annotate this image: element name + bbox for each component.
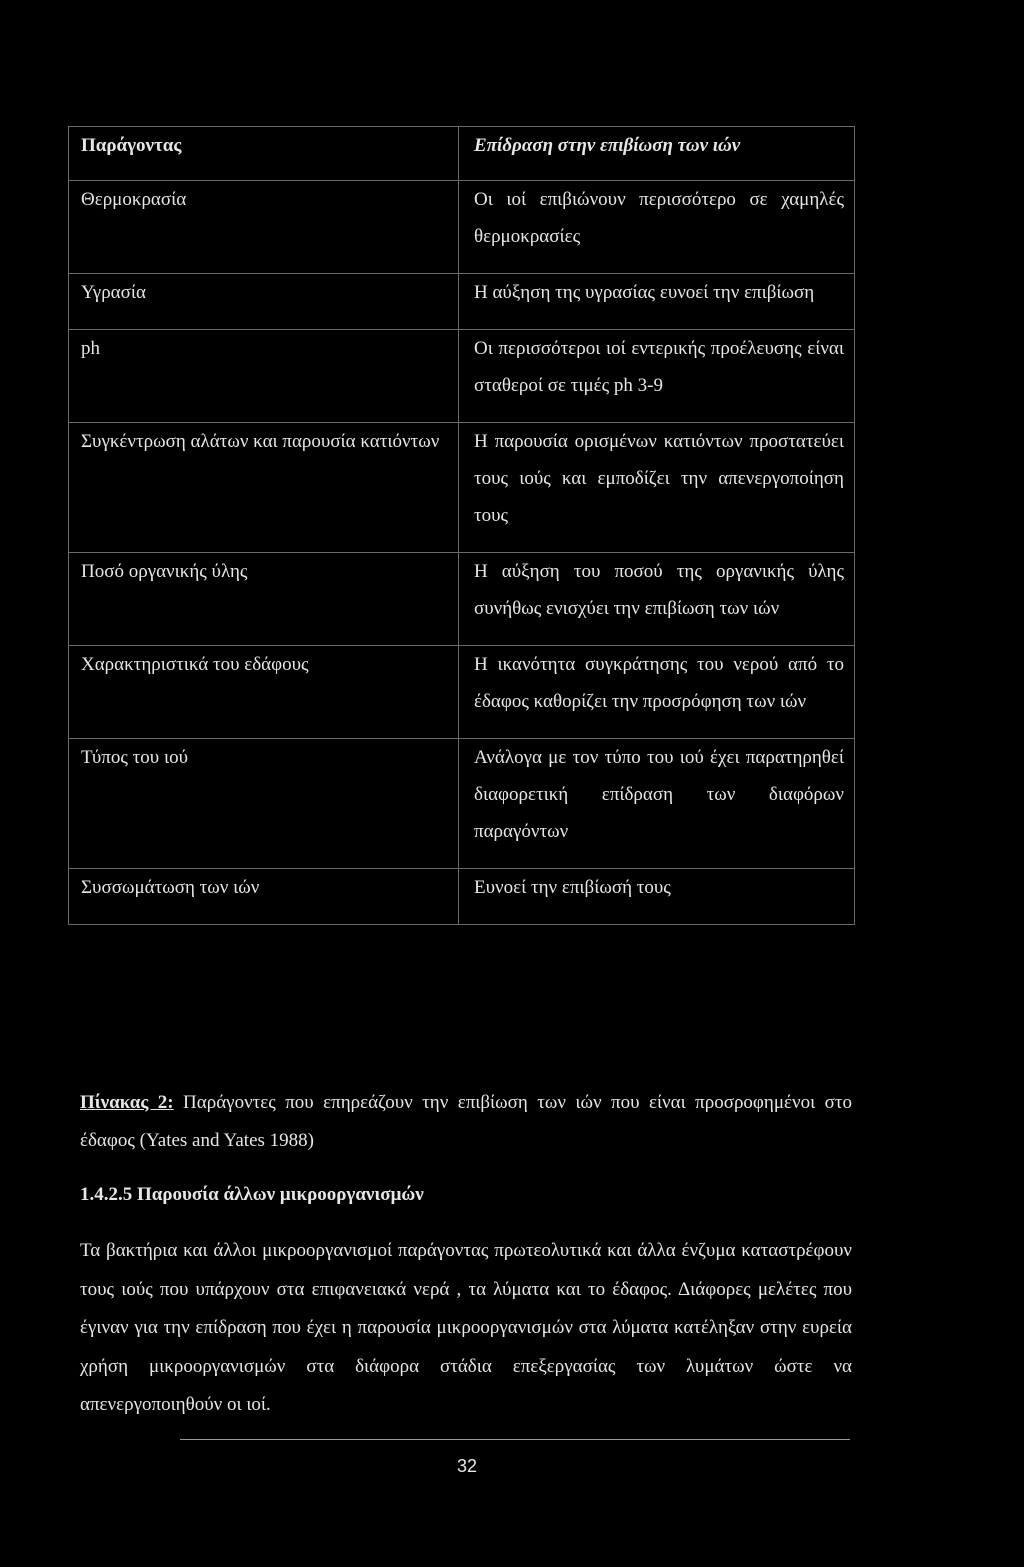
factor-cell: Συσσωμάτωση των ιών xyxy=(69,869,459,924)
table-row xyxy=(69,330,855,423)
header-factor: Παράγοντας xyxy=(69,127,459,180)
table-row xyxy=(69,274,855,330)
effect-cell: Ευνοεί την επιβίωσή τους xyxy=(459,869,855,924)
table-header-row xyxy=(69,127,855,181)
table-row xyxy=(69,646,855,739)
section-heading: 1.4.2.5 Παρουσία άλλων μικροοργανισμών xyxy=(80,1184,424,1205)
caption-label: Πίνακας 2: xyxy=(80,1092,174,1113)
effect-cell: Η αύξηση του ποσού της οργανικής ύλης συνήθως ενισχύει την επιβίωση των ιών xyxy=(459,553,855,645)
table-caption xyxy=(80,1084,852,1160)
effect-cell: Η αύξηση της υγρασίας ευνοεί την επιβίωση xyxy=(459,274,855,329)
factor-cell: Τύπος του ιού xyxy=(69,739,459,868)
factor-cell: Θερμοκρασία xyxy=(69,181,459,273)
effect-cell: Ανάλογα με τον τύπο του ιού έχει παρατηρηθεί διαφορετική επίδραση των διαφόρων παραγόντων xyxy=(459,739,855,868)
page-number: 32 xyxy=(456,1456,478,1476)
table-row xyxy=(69,423,855,553)
effect-cell: Η ικανότητα συγκράτησης του νερού από το έδαφος καθορίζει την προσρόφηση των ιών xyxy=(459,646,855,738)
table-row xyxy=(69,553,855,646)
table-row xyxy=(69,181,855,274)
effect-cell: Οι περισσότεροι ιοί εντερικής προέλευσης είναι σταθεροί σε τιμές ph 3-9 xyxy=(459,330,855,422)
caption-text: Παράγοντες που επηρεάζουν την επιβίωση των ιών που είναι προσροφημένοι στο έδαφος (Yates and Yates 1988) xyxy=(80,1092,852,1151)
table-row xyxy=(69,739,855,869)
footer-divider xyxy=(180,1439,850,1440)
factor-cell: Ποσό οργανικής ύλης xyxy=(69,553,459,645)
factor-cell: Συγκέντρωση αλάτων και παρουσία κατιόντων xyxy=(69,423,459,552)
body-paragraph: Τα βακτήρια και άλλοι μικροοργανισμοί παράγοντας πρωτεολυτικά και άλλα ένζυμα καταστρέφουν τους ιούς που υπάρχουν στα επιφανειακά νερά , τα λύματα και το έδαφος. Διάφορες μελέτες που έγιναν για την επίδραση που έχει η παρουσία μικροοργανισμών στα λύματα κατέληξαν στην ευρεία χρήση μικροοργανισμών στα διάφορα στάδια επεξεργασίας των λυμάτων ώστε να απενεργοποιηθούν οι ιοί. xyxy=(80,1240,852,1415)
effect-cell: Οι ιοί επιβιώνουν περισσότερο σε χαμηλές θερμοκρασίες xyxy=(459,181,855,273)
table-row xyxy=(69,869,855,925)
effect-cell: Η παρουσία ορισμένων κατιόντων προστατεύει τους ιούς και εμποδίζει την απενεργοποίηση τους xyxy=(459,423,855,552)
factor-cell: Υγρασία xyxy=(69,274,459,329)
factors-table xyxy=(68,126,855,925)
header-effect: Επίδραση στην επιβίωση των ιών xyxy=(459,127,855,180)
factor-cell: Χαρακτηριστικά του εδάφους xyxy=(69,646,459,738)
factor-cell: ph xyxy=(69,330,459,422)
